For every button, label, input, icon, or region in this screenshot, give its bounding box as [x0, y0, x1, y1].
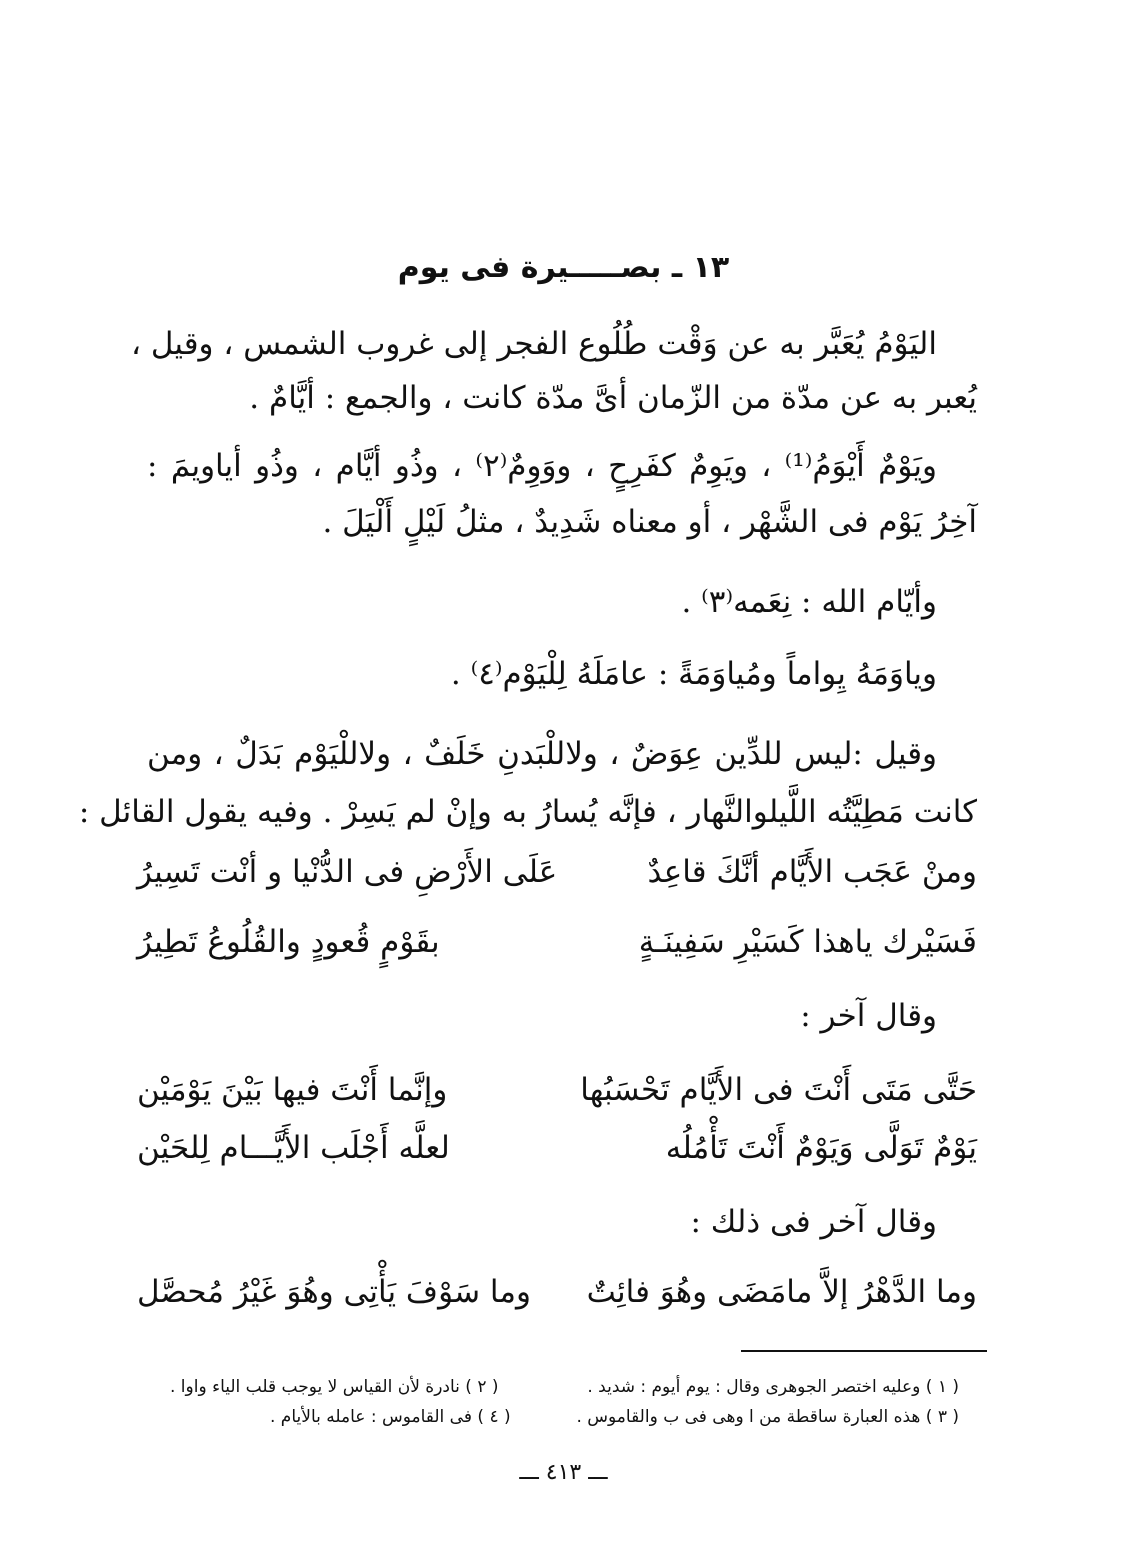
paragraph-line: يُعبر به عن مدّة من الزّمان أىَّ مدّة كانت ، والجمع : أيَّامٌ . [249, 380, 977, 416]
paragraph-line: ويَوْمٌ أَيْوَمُ⁽¹⁾ ، ويَوِمٌ كفَرِحٍ ، ووَوِمٌ⁽٢⁾ ، وذُو أيَّام ، وذُو أياويمَ : [147, 448, 937, 484]
verse-first-hemistich: حَتَّى مَتَى أَنْتَ فى الأَيَّام تَحْسَبُها [580, 1072, 977, 1108]
verse-second-hemistich: وما سَوْفَ يَأْتِى وهُوَ غَيْرُ مُحصَّل [137, 1274, 531, 1310]
verse-first-hemistich: وما الدَّهْرُ إلاَّ مامَضَى وهُوَ فائِتٌ [586, 1274, 977, 1310]
footnote: ( ٣ ) هذه العبارة ساقطة من ا وهى فى ب والقاموس . [576, 1407, 959, 1427]
verse [137, 842, 977, 902]
verse-first-hemistich: فَسَيْرك ياهذا كَسَيْرِ سَفِينَـةٍ [638, 924, 977, 960]
verse-second-hemistich: عَلَى الأَرْضِ فى الدُّنْيا و أنْت تَسِيرُ [137, 854, 558, 890]
verse-first-hemistich: ومنْ عَجَب الأَيَّام أنَّكَ قاعِدٌ [647, 854, 977, 890]
verse-second-hemistich: وإنَّما أَنْتَ فيها بَيْنَ يَوْمَيْن [137, 1072, 448, 1108]
paragraph-line: اليَوْمُ يُعَبَّر به عن وَقْت طُلُوع الفجر إلى غروب الشمس ، وقيل ، [131, 326, 937, 362]
poem-intro: وقال آخر فى ذلك : [690, 1204, 937, 1240]
section-title: ١٣ ـ بصـــــيرة فى يوم [397, 250, 730, 285]
footnote: ( ١ ) وعليه اختصر الجوهرى وقال : يوم أيوم : شديد . [587, 1377, 959, 1397]
paragraph-line: كانت مَطِيَّتُه اللَّيلوالنَّهار ، فإنَّه يُسارُ به وإنْ لم يَسِرْ . وفيه يقول القائل : [78, 794, 977, 830]
verse-second-hemistich: بقَوْمٍ قُعودٍ والقُلُوعُ تَطِيرُ [137, 924, 440, 960]
footnote: ( ٤ ) فى القاموس : عامله بالأيام . [270, 1407, 511, 1427]
poem-intro: وقال آخر : [800, 998, 937, 1034]
verse-second-hemistich: لعلَّه أَجْلَب الأَيَّـــام لِلحَيْن [137, 1130, 450, 1166]
verse [137, 1060, 977, 1120]
verse-first-hemistich: يَوْمٌ تَوَلَّى وَيَوْمٌ أَنْتَ تَأْمُلُه [665, 1130, 977, 1166]
paragraph-line: وأيّام الله : نِعَمه⁽٣⁾ . [681, 584, 937, 620]
verse [137, 1262, 977, 1322]
verse [137, 1118, 977, 1178]
footnote-separator [741, 1350, 987, 1352]
verse [137, 912, 977, 972]
footnote: ( ٢ ) نادرة لأن القياس لا يوجب قلب الياء واوا . [170, 1377, 499, 1397]
paragraph-line: وقيل :ليس للدِّين عِوَضٌ ، ولاللْبَدنِ خَلَفٌ ، ولاللْيَوْم بَدَلٌ ، ومن [147, 736, 937, 772]
page-number: ـــ ٤١٣ ـــ [519, 1460, 608, 1485]
paragraph-line: وياوَمَهُ يِواماً ومُياوَمَةً : عامَلَهُ لِلْيَوْم⁽٤⁾ . [450, 656, 937, 692]
paragraph-line: آخِرُ يَوْم فى الشَّهْر ، أو معناه شَدِيدٌ ، مثلُ لَيْلٍ أَلْيَلَ . [322, 504, 977, 540]
